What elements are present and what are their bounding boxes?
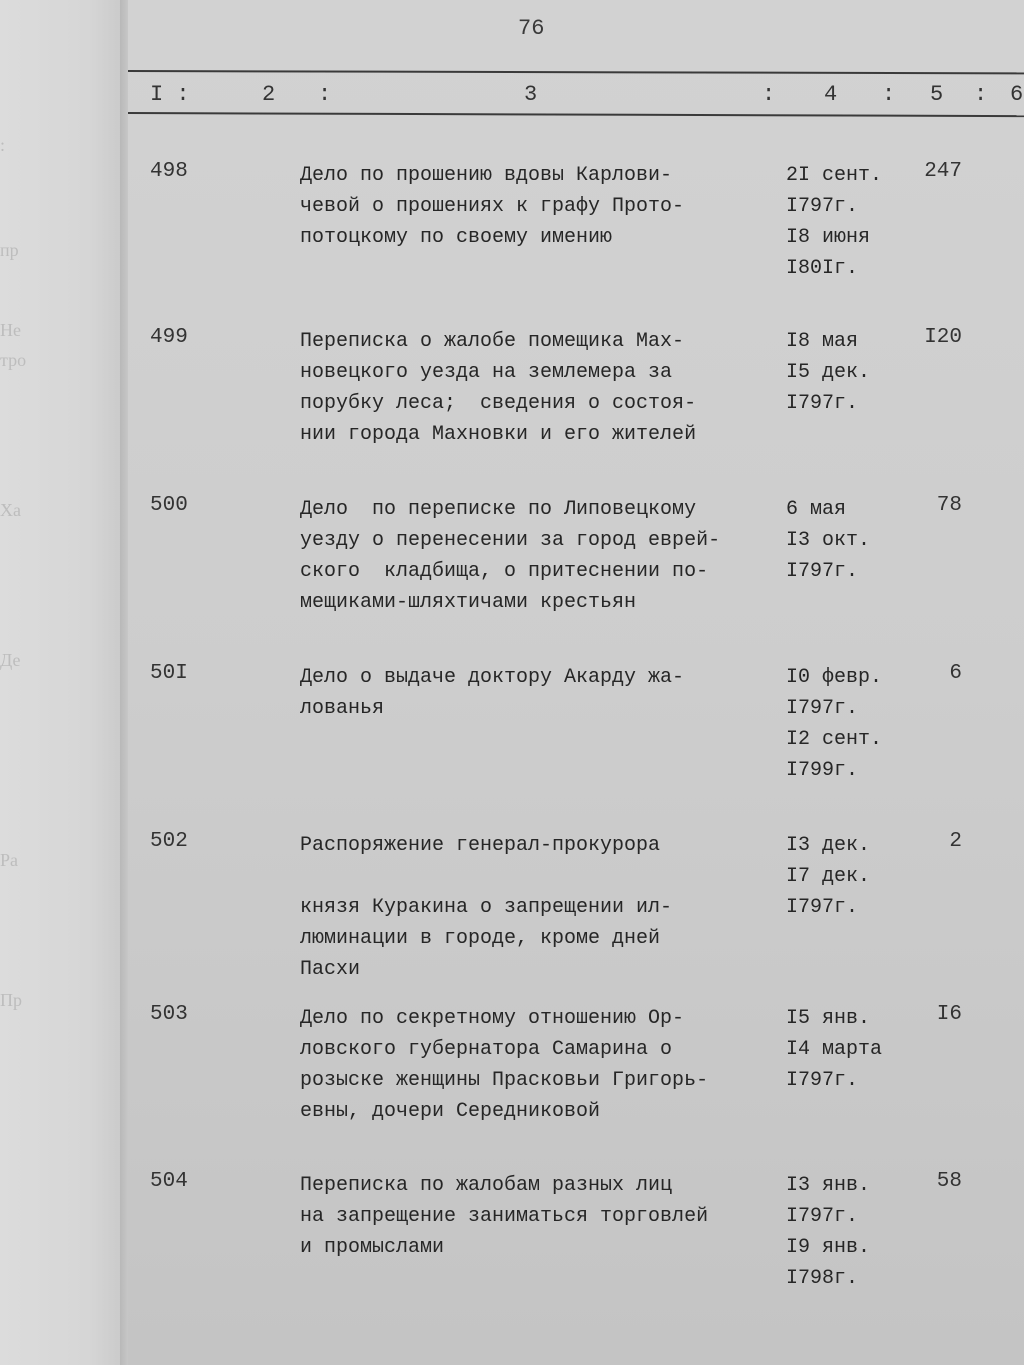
date-line: I3 дек. bbox=[786, 834, 871, 857]
case-dates bbox=[786, 662, 882, 786]
description-line: ловского губернатора Самарина о bbox=[300, 1038, 673, 1061]
description-line: чевой о прошениях к графу Прото- bbox=[300, 195, 685, 218]
date-line: I7 дек. bbox=[786, 865, 871, 888]
bleed-through-text: Ра bbox=[0, 850, 18, 870]
column-header: 5 bbox=[930, 82, 944, 107]
description-line: на запрещение заниматься торговлей bbox=[300, 1205, 709, 1228]
description-line: Пасхи bbox=[300, 958, 361, 981]
bleed-through-text: Пр bbox=[0, 990, 22, 1010]
date-line: I797г. bbox=[786, 697, 859, 720]
description-line: нии города Махновки и его жителей bbox=[300, 423, 697, 446]
date-line: I4 марта bbox=[786, 1038, 883, 1061]
sheet-count: I6 bbox=[936, 1003, 962, 1026]
case-number: 504 bbox=[150, 1170, 188, 1193]
date-line: I799г. bbox=[786, 759, 859, 782]
date-line: I3 янв. bbox=[786, 1174, 871, 1197]
case-dates bbox=[786, 326, 870, 419]
date-line: I797г. bbox=[786, 560, 859, 583]
sheet-count: 58 bbox=[936, 1170, 962, 1193]
description-line: новецкого уезда на землемера за bbox=[300, 361, 673, 384]
case-description bbox=[300, 830, 770, 985]
bleed-through-text: : bbox=[0, 135, 6, 155]
case-description bbox=[300, 1003, 770, 1127]
description-line: мещиками-шляхтичами крестьян bbox=[300, 591, 637, 614]
description-line: евны, дочери Середниковой bbox=[300, 1100, 601, 1123]
date-line: I9 янв. bbox=[786, 1236, 871, 1259]
description-line: Переписка о жалобе помещика Мах- bbox=[300, 330, 685, 353]
sheet-count: 78 bbox=[936, 494, 962, 517]
column-separator: : bbox=[318, 82, 332, 107]
case-dates bbox=[786, 830, 870, 923]
date-line: I0 февр. bbox=[786, 666, 883, 689]
description-line: Дело о выдаче доктору Акарду жа- bbox=[300, 666, 685, 689]
date-line: I2 сент. bbox=[786, 728, 883, 751]
description-line: порубку леса; сведения о состоя- bbox=[300, 392, 697, 415]
adjacent-page-edge bbox=[0, 0, 126, 1365]
case-dates bbox=[786, 160, 882, 284]
case-description bbox=[300, 1170, 770, 1263]
case-number: 500 bbox=[150, 494, 188, 517]
case-description bbox=[300, 494, 770, 618]
date-line: I3 окт. bbox=[786, 529, 871, 552]
column-separator: : bbox=[762, 82, 776, 107]
description-line: и промыслами bbox=[300, 1236, 445, 1259]
case-description bbox=[300, 662, 770, 724]
description-line: ского кладбища, о притеснении по- bbox=[300, 560, 709, 583]
description-line: лованья bbox=[300, 697, 385, 720]
date-line: I797г. bbox=[786, 392, 859, 415]
sheet-count: 247 bbox=[924, 160, 962, 183]
case-dates bbox=[786, 494, 870, 587]
case-number: 502 bbox=[150, 830, 188, 853]
bleed-through-text: Не bbox=[0, 320, 21, 340]
date-line: 6 мая bbox=[786, 498, 847, 521]
description-line: уезду о перенесении за город еврей- bbox=[300, 529, 721, 552]
description-line: Дело по прошению вдовы Карлови- bbox=[300, 164, 673, 187]
bleed-through-text: Де bbox=[0, 650, 21, 670]
sheet-count: 2 bbox=[949, 830, 962, 853]
description-line: князя Куракина о запрещении ил- bbox=[300, 896, 673, 919]
sheet-count: I20 bbox=[924, 326, 962, 349]
page-number: 76 bbox=[518, 16, 545, 41]
case-number: 499 bbox=[150, 326, 188, 349]
description-line: Переписка по жалобам разных лиц bbox=[300, 1174, 673, 1197]
case-dates bbox=[786, 1170, 870, 1294]
bleed-through-text: Ха bbox=[0, 500, 21, 520]
case-description bbox=[300, 326, 770, 450]
date-line: I797г. bbox=[786, 1205, 859, 1228]
date-line: I5 дек. bbox=[786, 361, 871, 384]
description-line: люминации в городе, кроме дней bbox=[300, 927, 661, 950]
column-header: 3 bbox=[524, 82, 538, 107]
bleed-through-text: тро bbox=[0, 350, 27, 370]
case-description bbox=[300, 160, 770, 253]
description-line: Дело по секретному отношению Ор- bbox=[300, 1007, 685, 1030]
date-line: I797г. bbox=[786, 896, 859, 919]
description-line: розыске женщины Прасковьи Григорь- bbox=[300, 1069, 709, 1092]
case-dates bbox=[786, 1003, 882, 1096]
bleed-through-text: пр bbox=[0, 240, 19, 260]
description-line: потоцкому по своему имению bbox=[300, 226, 613, 249]
case-number: 498 bbox=[150, 160, 188, 183]
description-line: Дело по переписке по Липовецкому bbox=[300, 498, 697, 521]
column-header: 2 bbox=[262, 82, 276, 107]
column-header: 6 bbox=[1010, 82, 1024, 107]
date-line: I5 янв. bbox=[786, 1007, 871, 1030]
date-line: I797г. bbox=[786, 195, 859, 218]
description-line bbox=[300, 861, 770, 892]
date-line: I798г. bbox=[786, 1267, 859, 1290]
date-line: I80Iг. bbox=[786, 257, 859, 280]
column-separator: : bbox=[882, 82, 896, 107]
column-header: I : bbox=[150, 82, 190, 107]
column-separator: : bbox=[974, 82, 988, 107]
sheet-count: 6 bbox=[949, 662, 962, 685]
date-line: I8 мая bbox=[786, 330, 859, 353]
date-line: I797г. bbox=[786, 1069, 859, 1092]
case-number: 50I bbox=[150, 662, 188, 685]
date-line: 2I сент. bbox=[786, 164, 883, 187]
description-line: Распоряжение генерал-прокурора bbox=[300, 834, 661, 857]
column-header: 4 bbox=[824, 82, 838, 107]
case-number: 503 bbox=[150, 1003, 188, 1026]
date-line: I8 июня bbox=[786, 226, 871, 249]
